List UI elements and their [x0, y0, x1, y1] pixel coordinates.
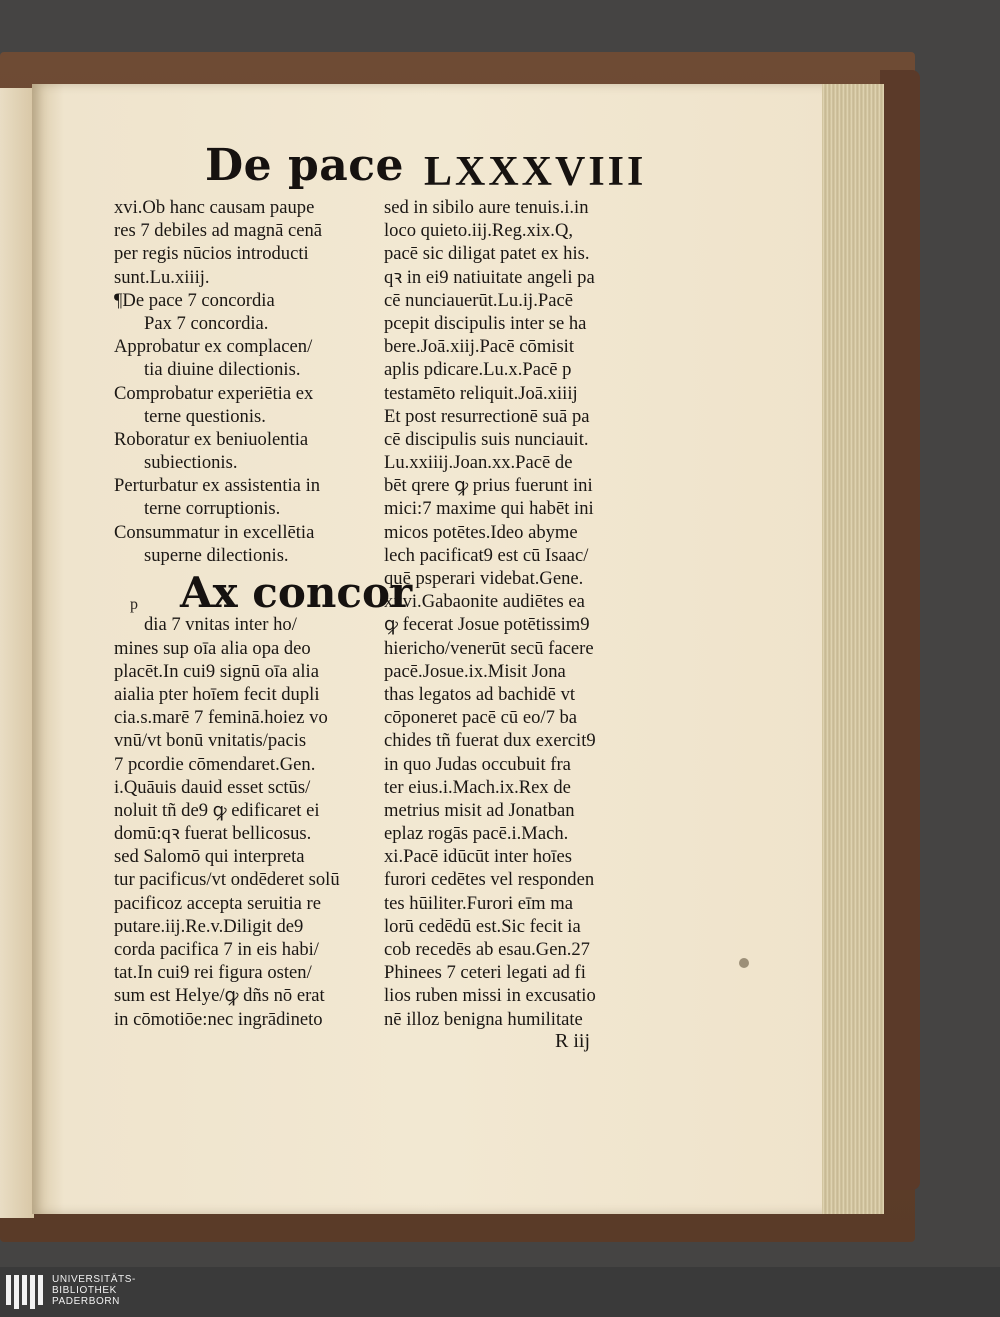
- text-line: placēt.In cui9 signū oīa alia: [114, 660, 319, 682]
- text-line: ꝙ fecerat Josue potētissim9: [384, 614, 590, 636]
- text-line: xxvi.Gabaonite audiētes ea: [384, 591, 585, 613]
- text-line: in quo Judas occubuit fra: [384, 753, 571, 775]
- text-line: cia.s.marē 7 feminā.hoiez vo: [114, 707, 328, 729]
- library-logo-icon: [6, 1273, 46, 1311]
- text-line: sunt.Lu.xiiij.: [114, 266, 210, 288]
- initial-guide-letter: p: [130, 596, 138, 613]
- text-line: aplis pdicare.Lu.x.Pacē p: [384, 359, 572, 381]
- text-line: vnū/vt bonū vnitatis/pacis: [114, 730, 307, 752]
- text-line: Comprobatur experiētia ex: [114, 382, 314, 404]
- running-title: De pace: [205, 140, 405, 191]
- text-line: per regis nūcios introducti: [114, 243, 309, 265]
- text-line: Perturbatur ex assistentia in: [114, 475, 321, 497]
- text-line: mines sup oīa alia opa deo: [114, 637, 311, 659]
- library-name-line: PADERBORN: [52, 1296, 121, 1307]
- text-line: sum est Helye/ꝙ dñs nō erat: [114, 985, 325, 1007]
- text-line: cob recedēs ab esau.Gen.27: [384, 939, 590, 960]
- text-line: sed in sibilo aure tenuis.i.in: [384, 197, 589, 218]
- left-page-edge: [0, 88, 34, 1218]
- text-line: Roboratur ex beniuolentia: [114, 428, 309, 450]
- library-footer: [0, 1267, 1000, 1317]
- text-line: tur pacificus/vt ondēderet solū: [114, 869, 340, 891]
- text-line: micos potētes.Ideo abyme: [384, 521, 578, 543]
- text-line: pcepit discipulis inter se ha: [384, 312, 587, 334]
- text-line: in cōmotiōe:nec ingrādineto: [114, 1008, 323, 1030]
- text-line: Phinees 7 ceteri legati ad fi: [384, 962, 586, 984]
- text-line: sed Salomō qui interpreta: [114, 846, 305, 868]
- text-line: xi.Pacē idūcūt inter hoīes: [384, 846, 572, 868]
- page-fore-edge: [822, 84, 884, 1214]
- text-line: bēt qrere ꝙ prius fuerunt ini: [384, 475, 593, 497]
- text-line: terne questionis.: [144, 405, 266, 427]
- text-line: putare.iij.Re.v.Diligit de9: [114, 915, 304, 937]
- text-line: Et post resurrectionē suā pa: [384, 405, 590, 427]
- text-line: lios ruben missi in excusatio: [384, 985, 596, 1007]
- decorated-initial: Ax concor: [180, 568, 413, 617]
- library-name-line: BIBLIOTHEK: [52, 1285, 117, 1296]
- signature-mark: R iij: [555, 1030, 591, 1052]
- text-line: furori cedētes vel responden: [384, 869, 595, 891]
- text-line: bere.Joā.xiij.Pacē cōmisit: [384, 336, 575, 358]
- text-line: xvi.Ob hanc causam paupe: [114, 197, 315, 218]
- text-line: metrius misit ad Jonatban: [384, 799, 575, 821]
- text-line: hiericho/venerūt secū facere: [384, 637, 594, 659]
- text-line: loco quieto.iij.Reg.xix.Q,: [384, 220, 574, 242]
- text-line: eplaz rogās pacē.i.Mach.: [384, 823, 569, 845]
- text-line: cē nunciauerūt.Lu.ij.Pacē: [384, 289, 573, 311]
- text-line: subiectionis.: [144, 452, 238, 474]
- text-line: nē illoz benigna humilitate: [384, 1008, 583, 1030]
- text-line: lorū cedēdū est.Sic fecit ia: [384, 915, 581, 937]
- text-line: pacē sic diligat patet ex his.: [384, 243, 590, 265]
- library-name-line: UNIVERSITÄTS-: [52, 1274, 136, 1285]
- text-line: mici:7 maxime qui habēt ini: [384, 498, 594, 520]
- text-line: 7 pcordie cōmendaret.Gen.: [114, 753, 316, 775]
- text-line: corda pacifica 7 in eis habi/: [114, 939, 319, 960]
- book-edge: [880, 70, 920, 1190]
- text-line: cōponeret pacē cū eo/7 ba: [384, 707, 578, 729]
- text-line: noluit tñ de9 ꝙ edificaret ei: [114, 799, 320, 821]
- text-line: tes hūiliter.Furori eīm ma: [384, 892, 574, 914]
- text-line: superne dilectionis.: [144, 544, 289, 566]
- text-line: ter eius.i.Mach.ix.Rex de: [384, 776, 571, 798]
- text-line: Pax 7 concordia.: [144, 312, 269, 334]
- text-line: dia 7 vnitas inter ho/: [144, 614, 297, 636]
- text-line: pacificoz accepta seruitia re: [114, 892, 321, 914]
- text-line: cē discipulis suis nunciauit.: [384, 428, 589, 450]
- text-line: ¶De pace 7 concordia: [114, 289, 275, 311]
- text-line: aialia pter hoīem fecit dupli: [114, 683, 320, 705]
- text-line: pacē.Josue.ix.Misit Jona: [384, 660, 566, 682]
- text-line: terne corruptionis.: [144, 498, 281, 520]
- text-line: lech pacificat9 est cū Isaac/: [384, 544, 589, 566]
- text-line: quē psperari videbat.Gene.: [384, 568, 584, 589]
- paper-hole: [739, 958, 749, 968]
- text-line: thas legatos ad bachidē vt: [384, 683, 576, 705]
- text-line: tat.In cui9 rei figura osten/: [114, 962, 312, 984]
- text-line: Consummatur in excellētia: [114, 521, 315, 543]
- text-line: qꝛ in ei9 natiuitate angeli pa: [384, 266, 595, 288]
- folio-number: LXXXVIII: [424, 149, 647, 195]
- text-line: res 7 debiles ad magnā cenā: [114, 220, 323, 242]
- text-line: Approbatur ex complacen/: [114, 336, 313, 358]
- right-text-column: [384, 196, 646, 1031]
- text-line: chides tñ fuerat dux exercit9: [384, 730, 596, 752]
- text-line: i.Quāuis dauid esset sctūs/: [114, 776, 311, 798]
- text-line: domū:qꝛ fuerat bellicosus.: [114, 823, 312, 845]
- text-line: testamēto reliquit.Joā.xiiij: [384, 382, 578, 404]
- text-line: tia diuine dilectionis.: [144, 359, 301, 381]
- library-name: [52, 1274, 136, 1307]
- text-line: Lu.xxiiij.Joan.xx.Pacē de: [384, 452, 573, 474]
